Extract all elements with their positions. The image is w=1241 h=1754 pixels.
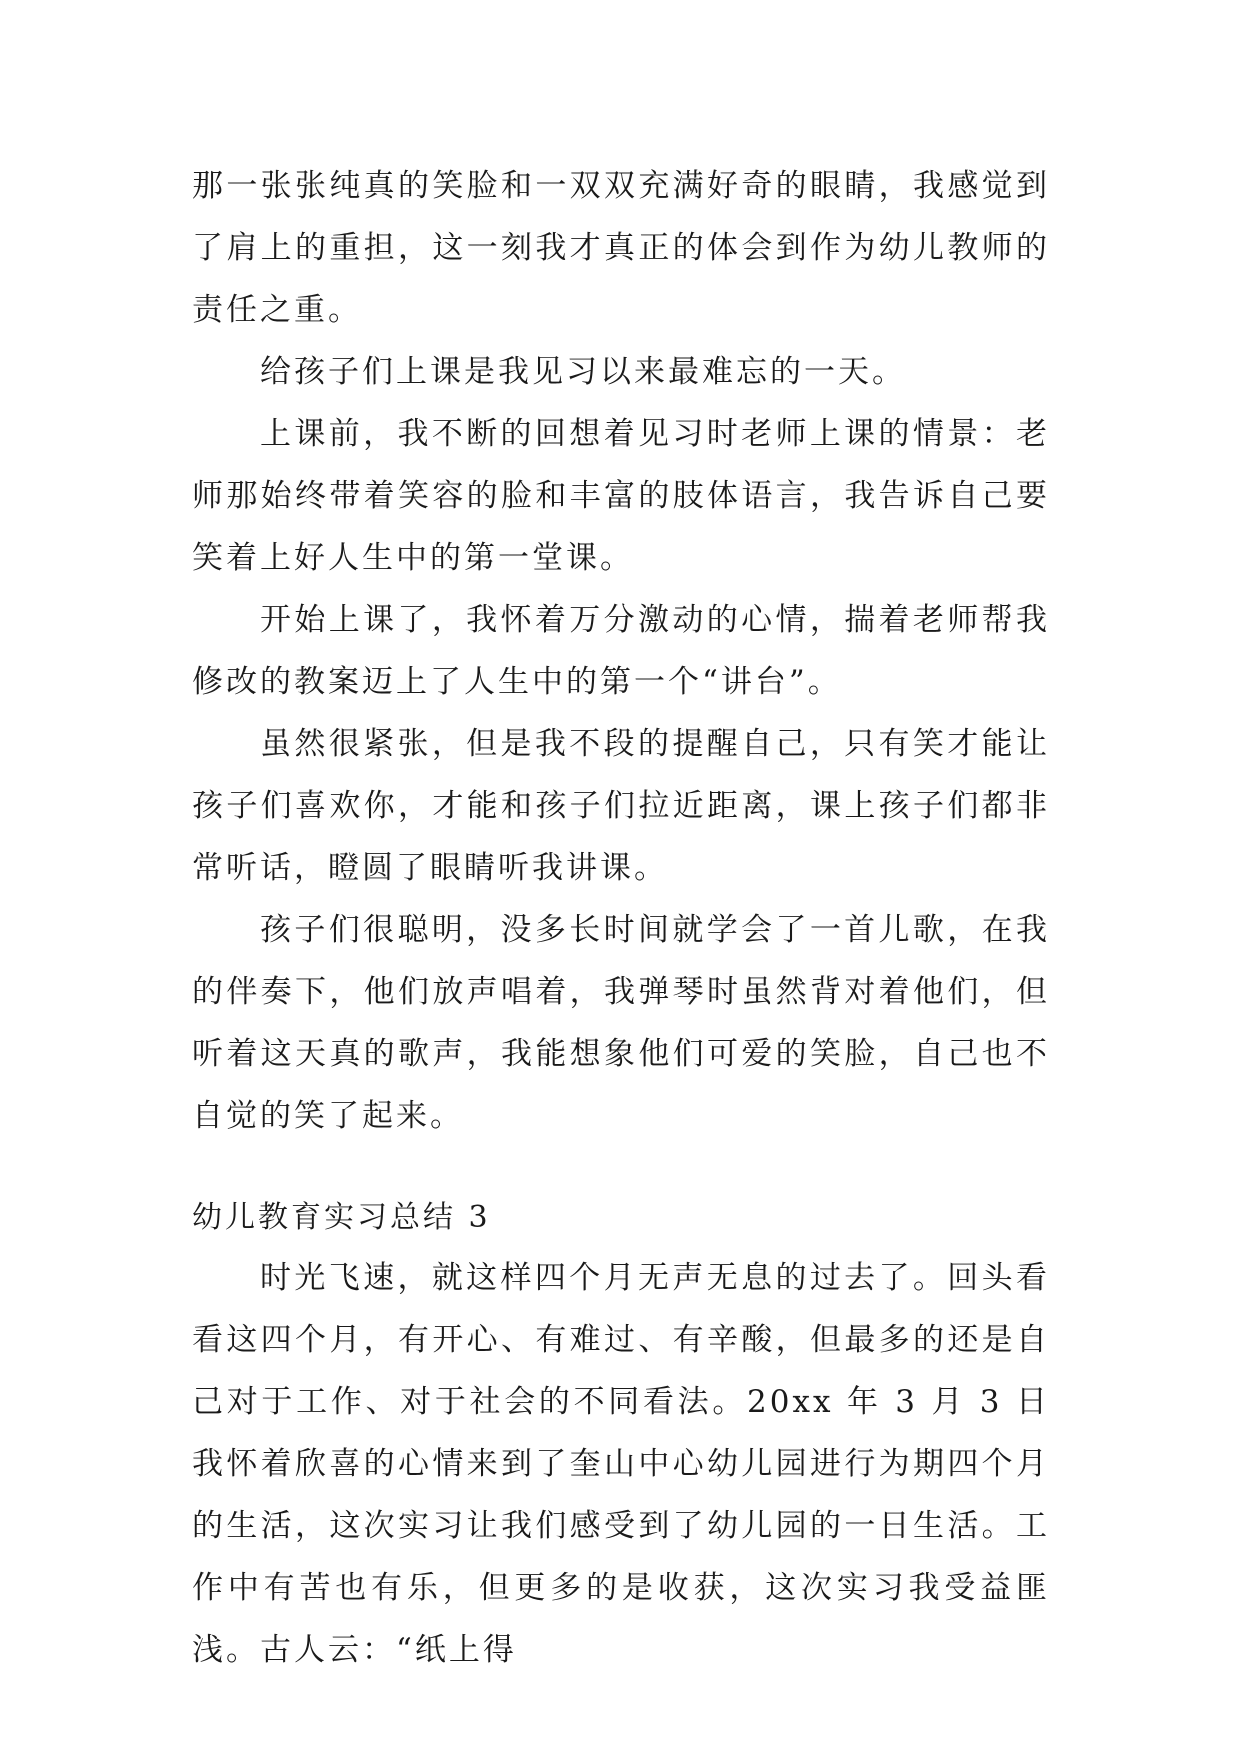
paragraph: 上课前，我不断的回想着见习时老师上课的情景：老师那始终带着笑容的脸和丰富的肢体语言，我告诉自己要笑着上好人生中的第一堂课。 (192, 416, 1050, 576)
paragraph: 孩子们很聪明，没多长时间就学会了一首儿歌，在我的伴奏下，他们放声唱着，我弹琴时虽然背对着他们，但听着这天真的歌声，我能想象他们可爱的笑脸，自己也不自觉的笑了起来。 (192, 912, 1050, 1134)
document-body (192, 155, 1050, 1681)
paragraph: 给孩子们上课是我见习以来最难忘的一天。 (260, 354, 906, 390)
paragraph: 时光飞速，就这样四个月无声无息的过去了。回头看看这四个月，有开心、有难过、有辛酸，但最多的还是自己对于工作、对于社会的不同看法。20xx 年 3 月 3 日我怀着欣喜的心情来到了奎山中心幼儿园进行为期四个月的生活，这次实习让我们感受到了幼儿园的一日生活。工作中有苦也有乐，但更多的是收获，这次实习我受益匪浅。古人云：“纸上得 (192, 1260, 1050, 1668)
paragraph: 开始上课了，我怀着万分激动的心情，揣着老师帮我修改的教案迈上了人生中的第一个“讲台”。 (192, 602, 1050, 700)
section-heading: 幼儿教育实习总结 3 (192, 1200, 491, 1235)
paragraph-continuation: 那一张张纯真的笑脸和一双双充满好奇的眼睛，我感觉到了肩上的重担，这一刻我才真正的体会到作为幼儿教师的责任之重。 (192, 168, 1050, 328)
paragraph: 虽然很紧张，但是我不段的提醒自己，只有笑才能让孩子们喜欢你，才能和孩子们拉近距离，课上孩子们都非常听话，瞪圆了眼睛听我讲课。 (192, 726, 1050, 886)
